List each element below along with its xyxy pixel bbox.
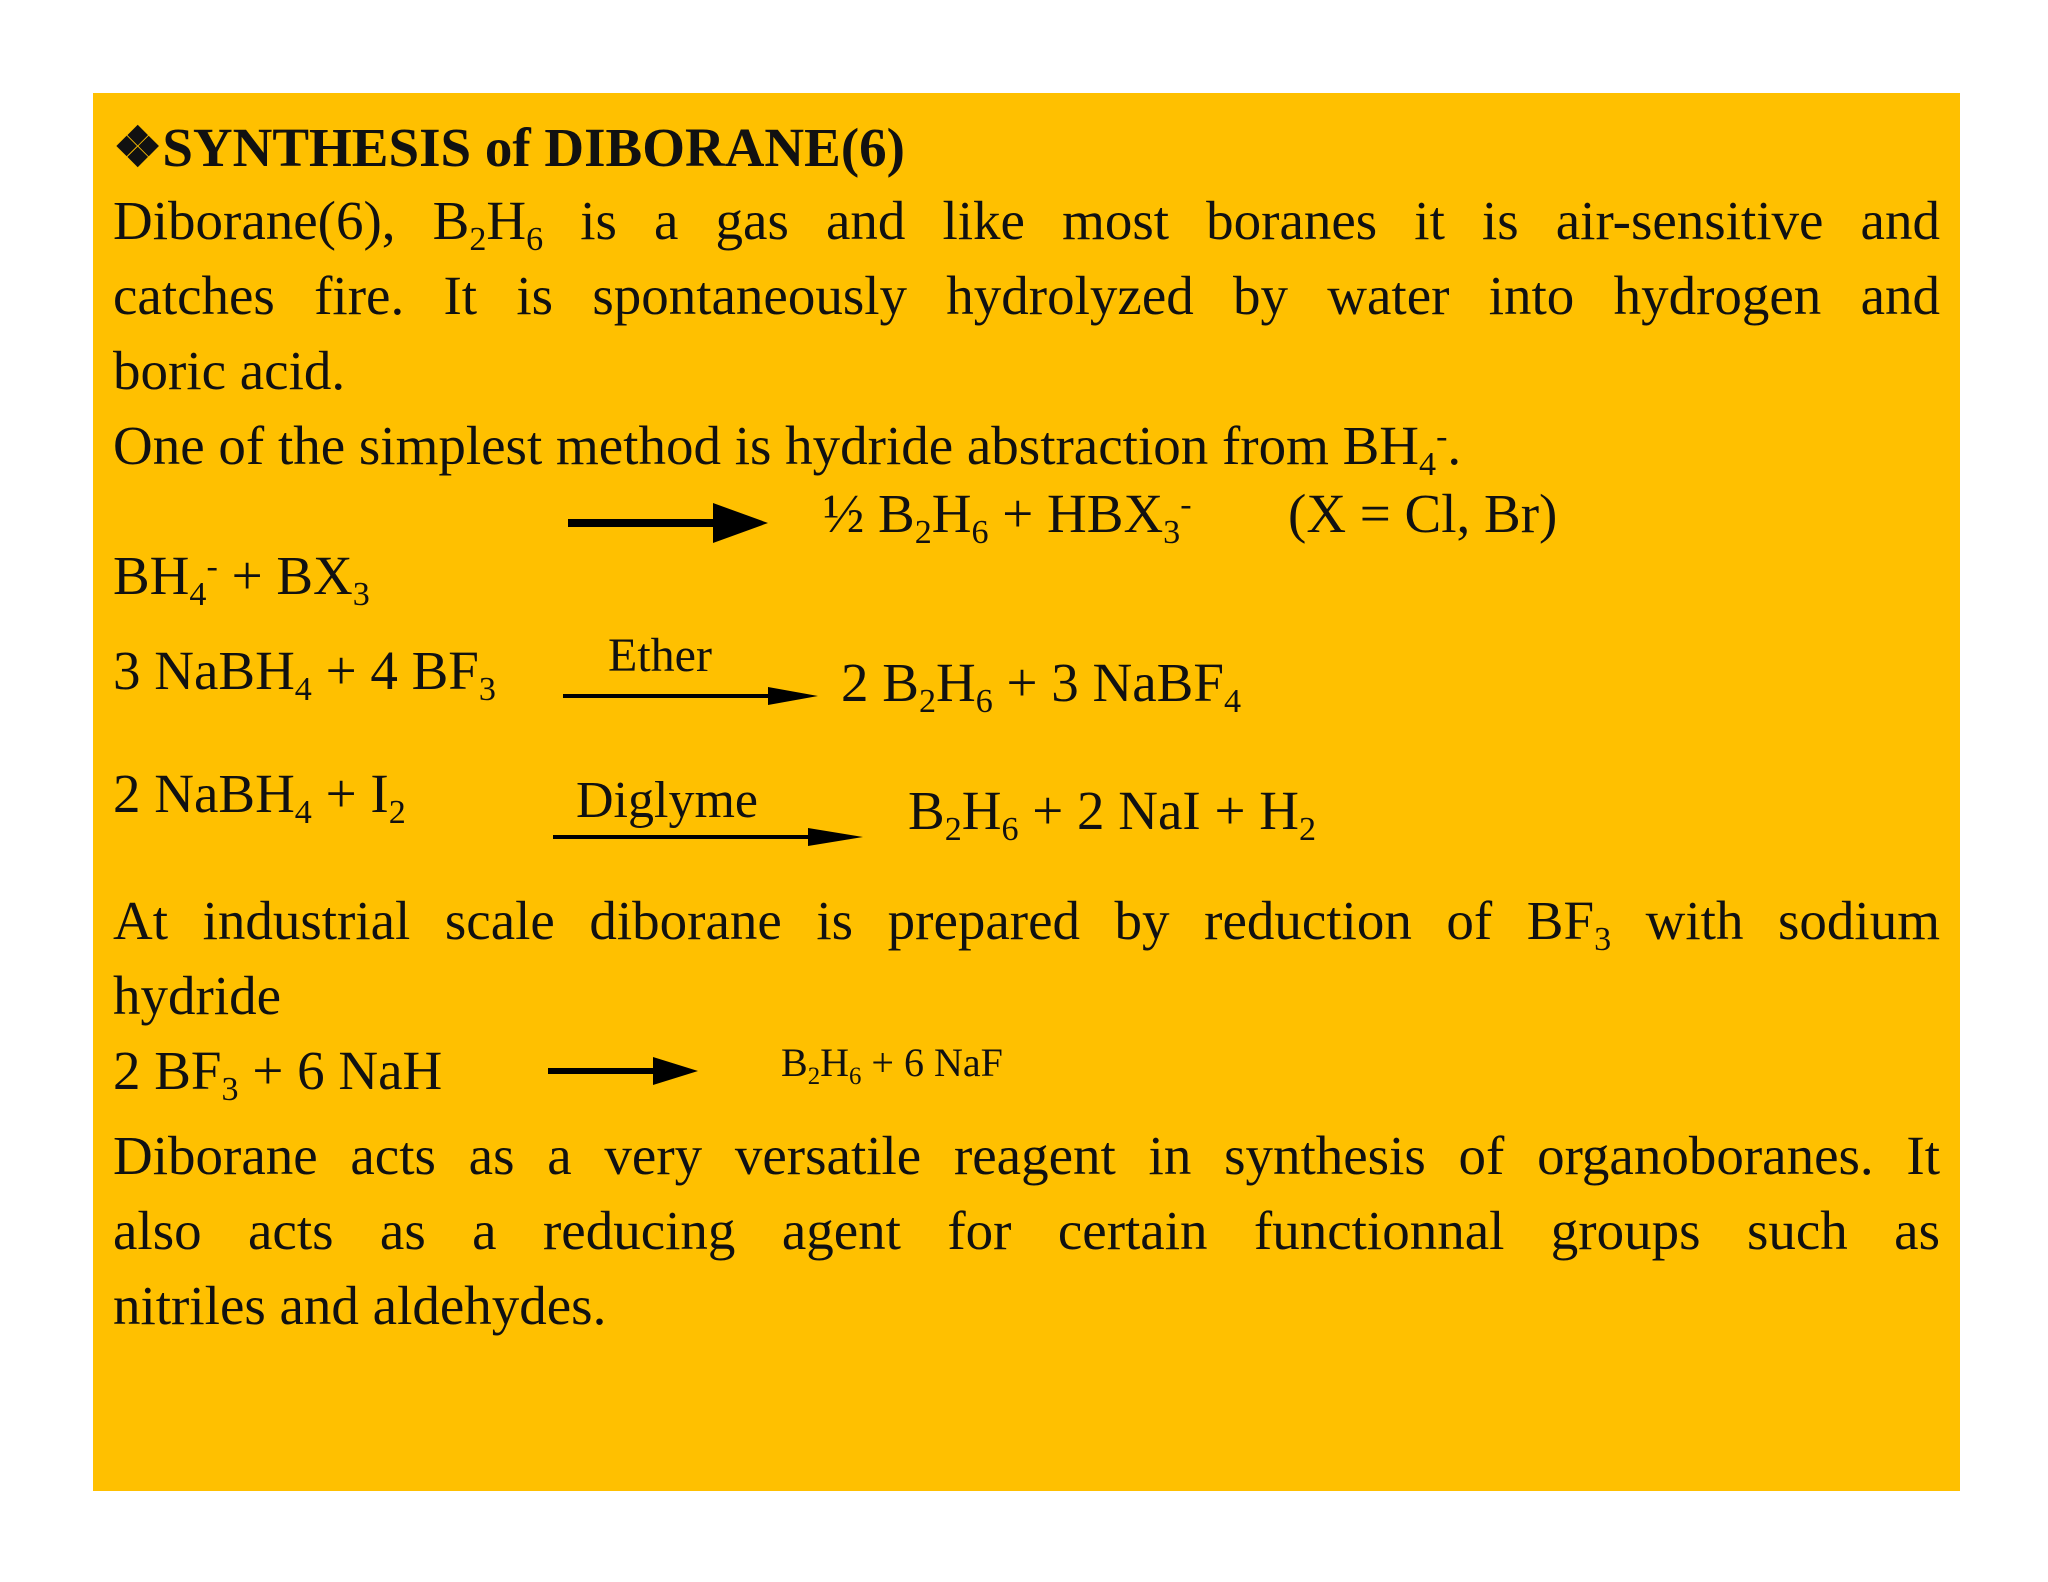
reaction3-products: $B_2H_6 + 2$ NaI + $H_2$ (908, 780, 1317, 848)
title-text: SYNTHESIS of DIBORANE(6) (162, 117, 905, 178)
reaction1-note: (X = Cl, Br) (1288, 483, 1558, 544)
reaction3-condition: Diglyme (576, 772, 758, 829)
slide-panel (93, 93, 1960, 1491)
closing-line-3: nitriles and aldehydes. (113, 1275, 607, 1336)
intro-line-3: boric acid. (113, 340, 346, 401)
reaction4-arrow-icon (548, 1051, 698, 1091)
industrial-paragraph (113, 883, 1940, 1033)
reaction3-arrow-icon (553, 822, 863, 852)
reaction4-reactants: 2 $BF_3 + 6$ NaH (113, 1040, 443, 1108)
intro-line-2: catches fire. It is spontaneously hydrolyzed by water into hydrogen and (113, 265, 1940, 326)
reaction2-arrow-icon (563, 681, 818, 711)
reaction3-reactants: 2 NaBH$_4$ + $I_2$ (113, 763, 406, 831)
method-sentence: One of the simplest method is hydride abstraction from $BH_4^-$. (113, 415, 1462, 483)
reaction2-reactants: 3 NaBH$_4$ + 4 $BF_3$ (113, 640, 496, 708)
industrial-line-1: At industrial scale diborane is prepared by reduction of $BF_3$ with sodium (113, 890, 1940, 958)
closing-line-1: Diborane acts as a very versatile reagent in synthesis of organoboranes. It (113, 1125, 1940, 1186)
closing-paragraph (113, 1118, 1940, 1343)
intro-line-1: Diborane(6), $B_2H_6$ is a gas and like most boranes it is air-sensitive and (113, 190, 1940, 258)
closing-line-2: also acts as a reducing agent for certain functionnal groups such as (113, 1200, 1940, 1261)
slide-title (113, 113, 905, 183)
reaction2-products: 2 $B_2H_6 + 3$ NaBF$_4$ (841, 652, 1241, 720)
reaction1-arrow-icon (568, 495, 768, 551)
reaction1-reactants: $BH_4^- + BX_3$ (113, 545, 370, 613)
reaction4-products: $B_2H_6 + 6$ NaF (781, 1040, 1003, 1090)
reaction2-condition: Ether (608, 629, 712, 682)
industrial-line-2: hydride (113, 965, 282, 1026)
intro-paragraph (113, 183, 1940, 408)
reaction1-products: ½ $B_2H_6 + HBX_3^-$ (823, 483, 1192, 551)
diamond-bullet-icon: ❖ (113, 117, 163, 178)
